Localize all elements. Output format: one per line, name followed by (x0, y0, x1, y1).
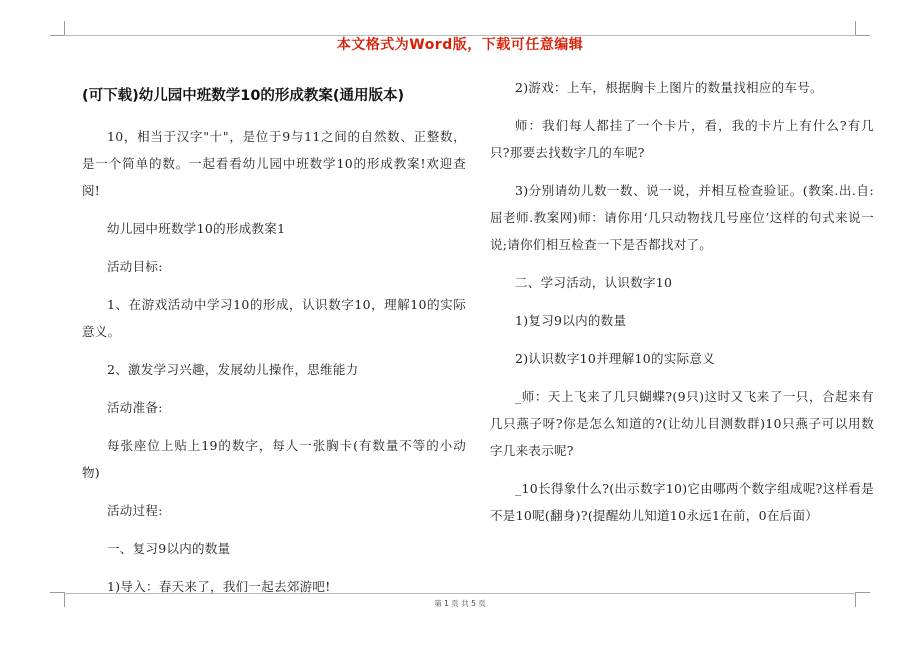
paragraph: _师：天上飞来了几只蝴蝶?(9只)这时又飞来了一只，合起来有几只燕子呀?你是怎么知道的?(让幼儿目测数群)10只燕子可以用数字几来表示呢? (490, 389, 874, 458)
left-column (82, 72, 466, 600)
right-column (490, 74, 874, 529)
paragraph: 一、复习9以内的数量 (107, 541, 231, 556)
paragraph: 幼儿园中班数学10的形成教案1 (107, 221, 286, 236)
document-title: (可下载)幼儿园中班数学10的形成教案(通用版本) (82, 88, 405, 104)
word-format-banner: 本文格式为Word版，下载可任意编辑 (336, 37, 584, 53)
paragraph: 3)分别请幼儿数一数、说一说，并相互检查验证。(教案.出.自:屈老师.教案网)师：请你用‘几只动物找几号座位’这样的句式来说一说;请你们相互检查一下是否都找对了。 (490, 183, 874, 252)
page-number-footer: 第 1 页 共 5 页 (434, 599, 486, 608)
paragraph: 10，相当于汉字"十"，是位于9与11之间的自然数、正整数，是一个简单的数。一起看看幼儿园中班数学10的形成教案!欢迎查阅! (82, 129, 466, 198)
paragraph: 二、学习活动，认识数字10 (515, 275, 673, 290)
paragraph: 1)导入：春天来了，我们一起去郊游吧! (107, 579, 331, 594)
paragraph: 2、激发学习兴趣，发展幼儿操作，思维能力 (107, 362, 359, 377)
paragraph: 2)游戏：上车，根据胸卡上图片的数量找相应的车号。 (515, 80, 823, 95)
paragraph: 2)认识数字10并理解10的实际意义 (515, 351, 716, 366)
paragraph: 活动过程: (107, 503, 163, 518)
paragraph: 活动准备: (107, 400, 163, 415)
paragraph: 活动目标: (107, 259, 163, 274)
paragraph: 每张座位上贴上19的数字，每人一张胸卡(有数量不等的小动物) (82, 438, 466, 480)
paragraph: 1、在游戏活动中学习10的形成，认识数字10，理解10的实际意义。 (82, 297, 466, 339)
paragraph: _10长得象什么?(出示数字10)它由哪两个数字组成呢?这样看是不是10呢(翻身)?(提醒幼儿知道10永远1在前，0在后面） (490, 481, 874, 523)
paragraph: 师：我们每人都挂了一个卡片，看，我的卡片上有什么?有几只?那要去找数字几的车呢? (490, 118, 874, 160)
paragraph: 1)复习9以内的数量 (515, 313, 627, 328)
